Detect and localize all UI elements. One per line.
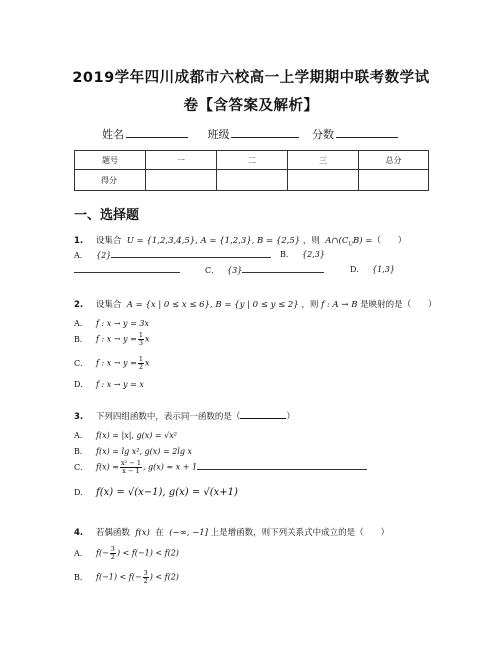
fraction: $\frac{\text{x² − 1}}{x - 1}$ — [120, 459, 141, 475]
answer-line — [74, 264, 180, 275]
question-number: 1. — [74, 236, 84, 246]
question-number: 3. — [74, 412, 84, 422]
class-blank — [231, 126, 299, 138]
fraction: $\frac{1}{2}$ — [138, 355, 143, 371]
option-b[interactable]: B． f : x → y = $\frac{1}{3}$ x — [74, 331, 150, 347]
class-label: 班级 — [207, 128, 230, 141]
score-table-row — [75, 170, 429, 191]
score-table-header: 题号 — [75, 151, 146, 170]
question-text: 下列四组函数中，表示同一函数的是（ — [95, 412, 241, 422]
score-cell[interactable] — [359, 170, 429, 191]
question-text: 设集合 — [95, 236, 122, 246]
option-b[interactable]: B． f(x) = lg x², g(x) = 2lg x — [74, 447, 193, 456]
question-number: 4. — [74, 528, 84, 538]
question-text: 若偶函数 — [95, 528, 130, 538]
option-a[interactable]: A． f(x) = |x|, g(x) = √x² — [74, 431, 177, 440]
math-expression: f : A → B — [321, 300, 358, 310]
score-table-header: 二 — [217, 151, 288, 170]
question-4 — [74, 526, 389, 538]
document-title-line2: 卷【含答案及解析】 — [183, 98, 319, 114]
question-number: 2. — [74, 300, 84, 310]
math-expression: $A\cap(C_UB)$ — [325, 236, 363, 248]
math-expression: A = {x | 0 ≤ x ≤ 6}, B = {y | 0 ≤ y ≤ 2} — [126, 300, 299, 310]
score-row-label: 得分 — [75, 170, 146, 191]
student-info-line — [0, 126, 502, 142]
question-text: ，则 — [301, 300, 319, 310]
score-table-header-row — [75, 151, 429, 170]
fraction: $\frac{3}{2}$ — [143, 569, 148, 585]
option-b[interactable]: B． f(−1) < f(− $\frac{3}{2}$ ) < f(2) — [74, 569, 179, 585]
score-table-header: 一 — [146, 151, 217, 170]
option-a[interactable]: A． f(− $\frac{3}{2}$ ) < f(−1) < f(2) — [74, 545, 179, 561]
question-text: =（ ） — [365, 236, 407, 246]
score-cell[interactable] — [288, 170, 359, 191]
option-d[interactable]: D． f : x → y = x — [74, 380, 144, 389]
name-label: 姓名 — [102, 128, 124, 141]
question-text: 是映射的是（ ） — [360, 300, 437, 310]
option-c[interactable]: C． f(x) = $\frac{\text{x² − 1}}{x - 1}$ , g(x) = x + 1 — [74, 460, 367, 475]
option-d[interactable]: D． f(x) = √(x−1), g(x) = √(x+1) — [74, 487, 238, 498]
math-expression: U = {1,2,3,4,5}, A = {1,2,3}, B = {2,5} — [126, 236, 301, 246]
score-blank — [336, 126, 398, 138]
score-cell[interactable] — [146, 170, 217, 191]
question-2 — [74, 298, 437, 310]
fraction: $\frac{1}{3}$ — [138, 331, 143, 347]
option-a[interactable]: A． f : x → y = 3x — [74, 319, 149, 328]
name-blank — [126, 126, 188, 138]
score-cell[interactable] — [217, 170, 288, 191]
option-c[interactable]: C． f : x → y = $\frac{1}{2}$ x — [74, 355, 150, 371]
question-1 — [74, 234, 406, 248]
question-text: ） — [286, 412, 295, 422]
score-table-header: 总分 — [359, 151, 429, 170]
option-d[interactable]: D． {1,3} — [350, 265, 395, 274]
document-title-line1: 2019学年四川成都市六校高一上学期期中联考数学试 — [72, 70, 430, 86]
score-table — [74, 150, 429, 191]
question-text: 设集合 — [95, 300, 122, 310]
answer-blank[interactable] — [240, 410, 286, 419]
question-3 — [74, 410, 295, 422]
section-heading: 一、选择题 — [74, 208, 140, 223]
score-table-header: 三 — [288, 151, 359, 170]
question-text: 上是增函数，则下列关系式中成立的是（ ） — [210, 528, 390, 538]
option-c[interactable]: C． {3} — [205, 264, 324, 276]
math-expression: f(x) — [135, 528, 150, 538]
option-b[interactable]: B． {2,3} — [280, 250, 325, 259]
score-label: 分数 — [311, 128, 334, 141]
math-expression: (−∞, −1] — [169, 528, 208, 538]
question-text: ，则 — [302, 236, 320, 246]
option-a[interactable]: A． {2} — [74, 249, 271, 261]
question-text: 在 — [155, 528, 164, 538]
fraction: $\frac{3}{2}$ — [110, 545, 115, 561]
